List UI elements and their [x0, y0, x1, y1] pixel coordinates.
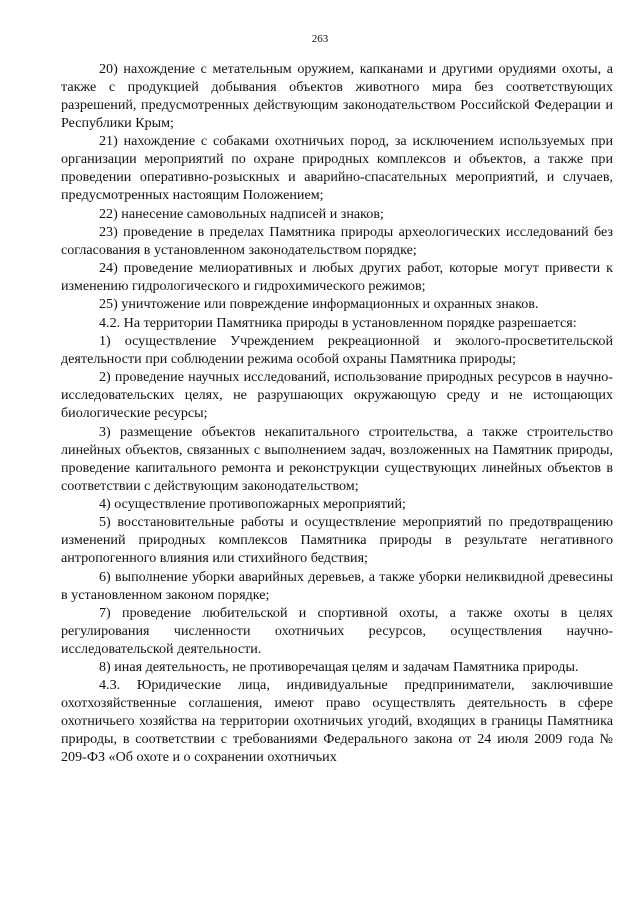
permitted-item-8: 8) иная деятельность, не противоречащая целям и задачам Памятника природы. [99, 659, 579, 676]
page-number: 263 [311, 33, 329, 45]
paragraph-item-20: 20) нахождение с метательным оружием, капканами и другими орудиями охоты, а также с продукцией добывания объектов животного мира без соответствующих разрешений, предусмотренных действующим законодательством Российской Федерации и Республики Крым; [61, 61, 613, 131]
permitted-item-3: 3) размещение объектов некапитального строительства, а также строительство линейных объектов, связанных с выполнением задач, возложенных на Памятник природы, проведение капитального ремонта и реконструкции существующих линейных объектов в соответствии с действующим законодательством; [61, 423, 613, 494]
permitted-item-4: 4) осуществление противопожарных мероприятий; [99, 495, 406, 512]
paragraph-item-24: 24) проведение мелиоративных и любых других работ, которые могут привести к изменению гидрологического и гидрохимического режимов; [61, 260, 613, 295]
permitted-item-6: 6) выполнение уборки аварийных деревьев, а также уборки неликвидной древесины в установленном законом порядке; [61, 568, 613, 603]
permitted-item-7: 7) проведение любительской и спортивной охоты, а также охоты в целях регулирования численности охотничьих ресурсов, осуществления научно-исследовательской деятельности. [61, 604, 613, 657]
paragraph-item-22: 22) нанесение самовольных надписей и знаков; [99, 205, 384, 222]
permitted-item-1: 1) осуществление Учреждением рекреационной и эколого-просветительской деятельности при соблюдении режима особой охраны Памятника природы; [61, 333, 613, 368]
section-4-2-heading: 4.2. На территории Памятника природы в установленном порядке разрешается: [99, 314, 577, 331]
document-body [61, 60, 613, 767]
section-4-3-paragraph: 4.3. Юридические лица, индивидуальные предприниматели, заключившие охотхозяйственные соглашения, имеют право осуществлять деятельность в сфере охотничьего хозяйства на территории охотничьих угодий, входящих в границы Памятника природы, в соответствии с требованиями Федерального закона от 24 июля 2009 года № 209-ФЗ «Об охоте и о сохранении охотничьих [61, 677, 613, 766]
paragraph-item-21: 21) нахождение с собаками охотничьих пород, за исключением используемых при организации мероприятий по охране природных комплексов и объектов, а также при проведении оперативно-розыскных и аварийно-спасательных мероприятий, и случаев, предусмотренных настоящим Положением; [61, 133, 613, 204]
paragraph-item-23: 23) проведение в пределах Памятника природы археологических исследований без согласования в установленном законодательством порядке; [61, 223, 613, 258]
permitted-item-5: 5) восстановительные работы и осуществление мероприятий по предотвращению изменений природных комплексов Памятника природы в результате негативного антропогенного влияния или стихийного бедствия; [61, 514, 613, 567]
permitted-item-2: 2) проведение научных исследований, использование природных ресурсов в научно-исследовательских целях, не разрушающих окружающую среду и не истощающих биологические ресурсы; [61, 369, 613, 422]
paragraph-item-25: 25) уничтожение или повреждение информационных и охранных знаков. [99, 296, 539, 313]
